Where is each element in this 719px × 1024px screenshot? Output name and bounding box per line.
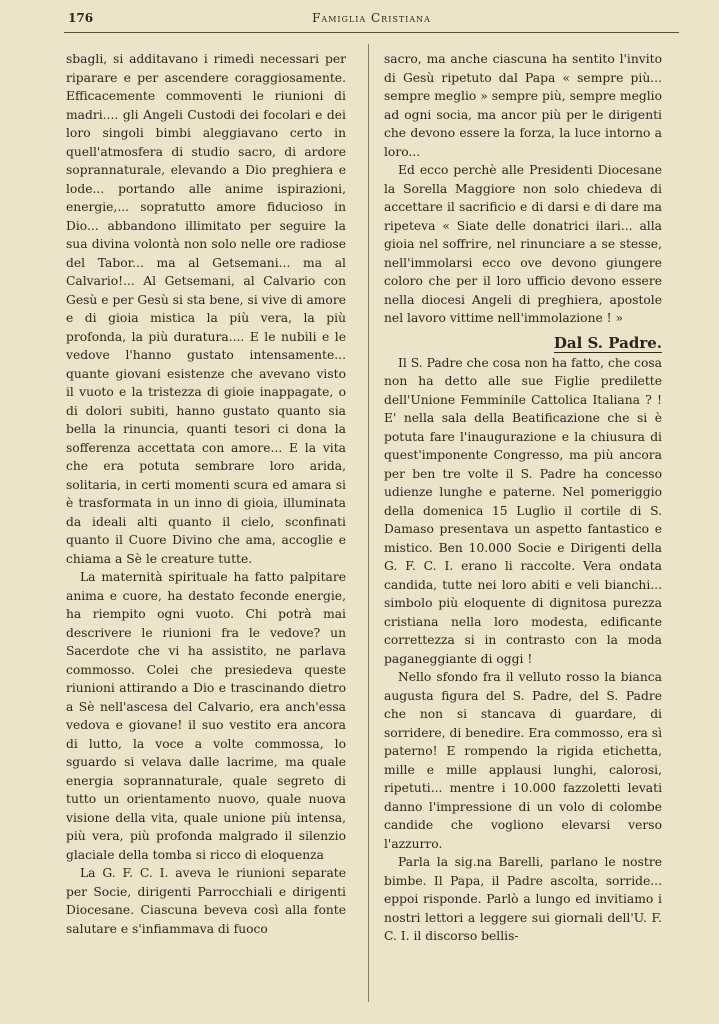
paragraph: sbagli, si additavano i rimedi necessari per riparare e per ascendere coraggiosamente. Efficacemente commoventi le riunioni di madri.... gli Angeli Custodi dei focolari e dei loro singoli bimbi aleggiavano certo in quell'atmosfera di studio sacro, di ardore soprannaturale, elevando a Dio preghiera e lode... portando alle anime ispirazioni, energie,... sopratutto amore fiducioso in Dio... abbandono illimitato per seguire la sua divina volontà non solo nelle ore radiose del Tabor... ma al Getsemani... ma al Calvario!... Al Getsemani, al Calvario con Gesù e per Gesù si sta bene, si vive di amore e di gioia mistica la più vera, la più profonda, la più duratura.... E le nubili e le vedove l'hanno gustato intensamente... quante giovani esistenze che avevano visto il vuoto e la tristezza di gioie inappagate, o di dolori subiti, hanno gustato quanto sia bella la rinuncia, quanti tesori ci dona la sofferenza accettata con amore... E la vita che era potuta sembrare loro arida, solitaria, in certi momenti scura ed amara si è trasformata in un inno di gioia, illuminata da ideali alti quanto il cielo, sconfinati quanto il Cuore Divino che ama, accoglie e chiama a Sè le creature tutte. [66,52,346,566]
left-column [66,50,346,938]
paragraph: La maternità spirituale ha fatto palpitare anima e cuore, ha destato feconde energie, ha riempito ogni vuoto. Chi potrà mai descrivere le riunioni fra le vedove? un Sacerdote che vi ha assistito, ne parlava commosso. Colei che presiedeva queste riunioni attirando a Dio e trascinando dietro a Sè nell'ascesa del Calvario, era anch'essa vedova e giovane! il suo vestito era ancora di lutto, la voce a volte commossa, lo sguardo si velava dalle lacrime, ma quale energia soprannaturale, quale segreto di tutto un orientamento nuovo, quale nuova visione della vita, quale unione più intensa, più vera, più profonda malgrado il silenzio glaciale della tomba si ricco di eloquenza [66,570,346,862]
page-number: 176 [68,11,94,25]
section-heading [384,332,662,354]
paragraph: Nello sfondo fra il velluto rosso la bianca augusta figura del S. Padre, del S. Padre che non si stancava di guardare, di sorridere, di benedire. Era commosso, era sì paterno! E rompendo la rigida etichetta, mille e mille applausi lunghi, calorosi, ripetuti... mentre i 10.000 fazzoletti levati danno l'impressione di un volo di colombe candide che vogliono elevarsi verso l'azzurro. [384,670,662,851]
page-header [64,8,679,30]
section-heading-text: Dal S. Padre. [553,333,662,352]
paragraph: Parla la sig.na Barelli, parlano le nostre bimbe. Il Papa, il Padre ascolta, sorride... eppoi risponde. Parlò a lungo ed invitiamo i nostri lettori a leggere sui giornali dell'U. F. C. I. il discorso bellis- [384,855,662,943]
column-divider [368,44,369,1002]
running-title: Famiglia Cristiana [312,11,431,25]
paragraph: Ed ecco perchè alle Presidenti Diocesane la Sorella Maggiore non solo chiedeva di accettare il sacrificio e di darsi e di dare ma ripeteva « Siate delle donatrici ilari... alla gioia nel soffrire, nel rinunciare a se stesse, nell'immolarsi ecco ove devono giungere coloro che per il loro ufficio devono essere nella diocesi Angeli di preghiera, apostole nel lavoro vittime nell'immolazione ! » [384,163,662,325]
paragraph: La G. F. C. I. aveva le riunioni separate per Socie, dirigenti Parrocchiali e dirigenti Diocesane. Ciascuna beveva così alla fonte salutare e s'infiammava di fuoco [66,866,346,936]
paragraph: sacro, ma anche ciascuna ha sentito l'invito di Gesù ripetuto dal Papa « sempre più... sempre meglio » sempre più, sempre meglio ad ogni socia, ma ancor più per le dirigenti che devono essere la forza, la luce intorno a loro... [384,52,662,159]
paragraph: Il S. Padre che cosa non ha fatto, che cosa non ha detto alle sue Figlie predilette dell'Unione Femminile Cattolica Italiana ? ! E' nella sala della Beatificazione che si è potuta fare l'inaugurazione e la chiusura di quest'imponente Congresso, ma più ancora per ben tre volte il S. Padre ha concesso udienze lunghe e paterne. Nel pomeriggio della domenica 15 Luglio il cortile di S. Damaso presentava un aspetto fantastico e mistico. Ben 10.000 Socie e Dirigenti della G. F. C. I. erano li raccolte. Vera ondata candida, tutte nei loro abiti e veli bianchi... simbolo più eloquente di dignitosa purezza cristiana nella loro modesta, edificante correttezza si in contrasto con la moda paganeggiante di oggi ! [384,355,662,666]
header-rule [64,32,679,33]
right-column [384,50,662,946]
